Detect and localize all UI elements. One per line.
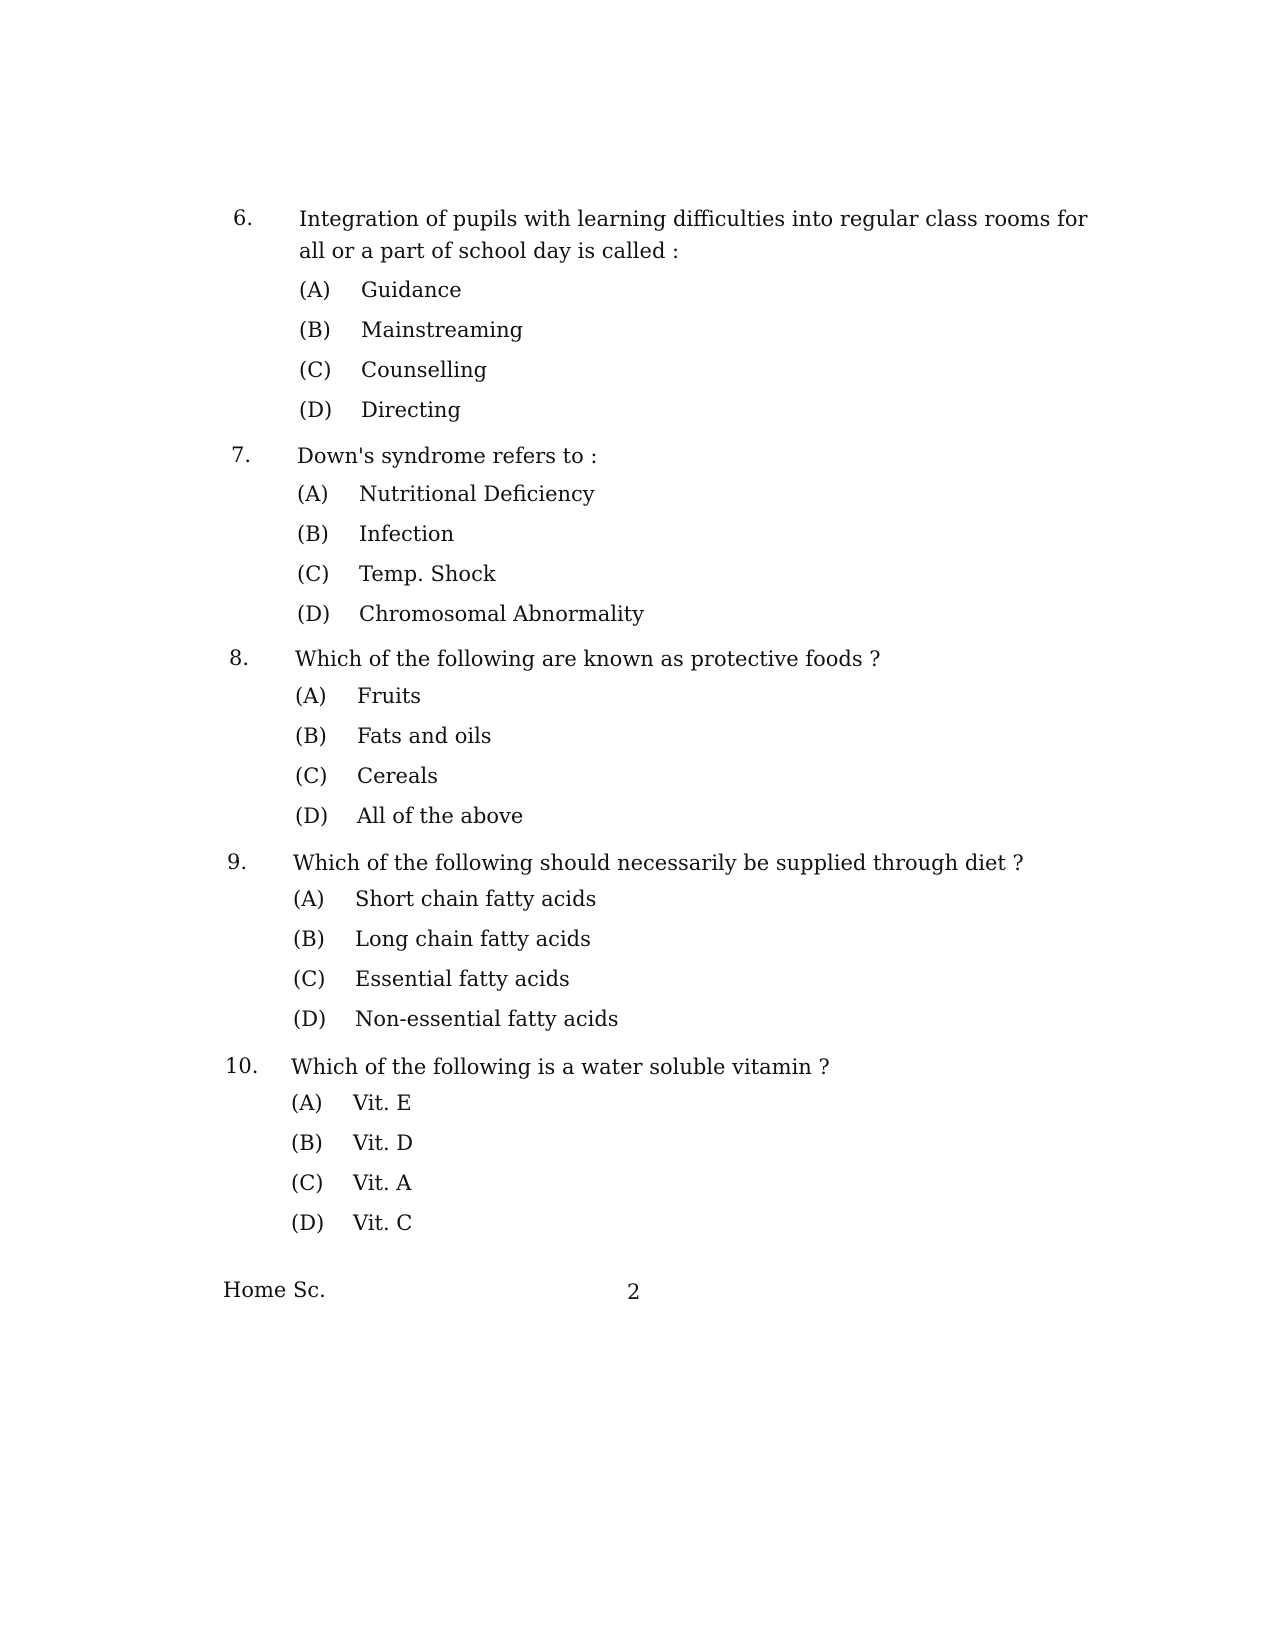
option-d bbox=[299, 395, 461, 425]
option-text: Cereals bbox=[357, 764, 438, 788]
option-label: (D) bbox=[295, 804, 329, 828]
option-d bbox=[295, 801, 523, 831]
question-text: Which of the following is a water soluble vitamin ? bbox=[291, 1055, 830, 1079]
question-number: 9. bbox=[227, 850, 248, 874]
option-text: Fruits bbox=[357, 684, 422, 708]
option-text: Vit. E bbox=[353, 1091, 412, 1115]
option-text: Chromosomal Abnormality bbox=[359, 602, 645, 626]
option-b bbox=[299, 315, 523, 345]
question-text: Which of the following should necessarily be supplied through diet ? bbox=[293, 851, 1024, 875]
option-a bbox=[293, 884, 596, 914]
question-text: Integration of pupils with learning difficulties into regular class rooms for all or a part of school day is called : bbox=[299, 207, 1088, 263]
option-label: (A) bbox=[293, 887, 325, 911]
option-label: (A) bbox=[299, 278, 331, 302]
option-a bbox=[299, 275, 462, 305]
option-label: (C) bbox=[293, 967, 326, 991]
option-text: Long chain fatty acids bbox=[355, 927, 591, 951]
question-number: 10. bbox=[225, 1054, 259, 1078]
footer-subject: Home Sc. bbox=[223, 1278, 326, 1302]
option-b bbox=[291, 1128, 413, 1158]
question-number: 6. bbox=[233, 206, 254, 230]
option-label: (D) bbox=[299, 398, 333, 422]
option-text: All of the above bbox=[357, 804, 524, 828]
option-text: Nutritional Deficiency bbox=[359, 482, 595, 506]
option-label: (B) bbox=[297, 522, 329, 546]
option-c bbox=[299, 355, 487, 385]
option-label: (D) bbox=[297, 602, 331, 626]
option-b bbox=[297, 519, 454, 549]
option-text: Guidance bbox=[361, 278, 462, 302]
option-a bbox=[297, 479, 595, 509]
option-label: (C) bbox=[291, 1171, 324, 1195]
option-b bbox=[295, 721, 492, 751]
option-d bbox=[297, 599, 644, 629]
option-text: Vit. C bbox=[353, 1211, 413, 1235]
option-text: Directing bbox=[361, 398, 461, 422]
option-c bbox=[295, 761, 438, 791]
question-text: Which of the following are known as protective foods ? bbox=[295, 647, 881, 671]
question-number: 8. bbox=[229, 646, 250, 670]
option-text: Infection bbox=[359, 522, 455, 546]
option-label: (C) bbox=[295, 764, 328, 788]
option-text: Mainstreaming bbox=[361, 318, 524, 342]
option-label: (B) bbox=[299, 318, 331, 342]
option-c bbox=[297, 559, 496, 589]
option-text: Short chain fatty acids bbox=[355, 887, 597, 911]
option-label: (B) bbox=[293, 927, 325, 951]
option-label: (B) bbox=[295, 724, 327, 748]
option-label: (A) bbox=[297, 482, 329, 506]
option-label: (A) bbox=[291, 1091, 323, 1115]
option-text: Vit. A bbox=[353, 1171, 412, 1195]
page-number: 2 bbox=[627, 1280, 641, 1304]
option-c bbox=[293, 964, 570, 994]
option-label: (B) bbox=[291, 1131, 323, 1155]
option-a bbox=[295, 681, 421, 711]
option-label: (D) bbox=[291, 1211, 325, 1235]
option-text: Counselling bbox=[361, 358, 488, 382]
question-number: 7. bbox=[231, 443, 252, 467]
option-text: Fats and oils bbox=[357, 724, 492, 748]
option-label: (C) bbox=[297, 562, 330, 586]
option-d bbox=[293, 1004, 619, 1034]
option-text: Non-essential fatty acids bbox=[355, 1007, 619, 1031]
option-c bbox=[291, 1168, 411, 1198]
option-label: (D) bbox=[293, 1007, 327, 1031]
option-label: (A) bbox=[295, 684, 327, 708]
option-a bbox=[291, 1088, 412, 1118]
option-text: Essential fatty acids bbox=[355, 967, 570, 991]
option-label: (C) bbox=[299, 358, 332, 382]
option-text: Temp. Shock bbox=[359, 562, 496, 586]
option-d bbox=[291, 1208, 412, 1238]
question-text: Down's syndrome refers to : bbox=[297, 444, 598, 468]
option-b bbox=[293, 924, 591, 954]
option-text: Vit. D bbox=[353, 1131, 414, 1155]
